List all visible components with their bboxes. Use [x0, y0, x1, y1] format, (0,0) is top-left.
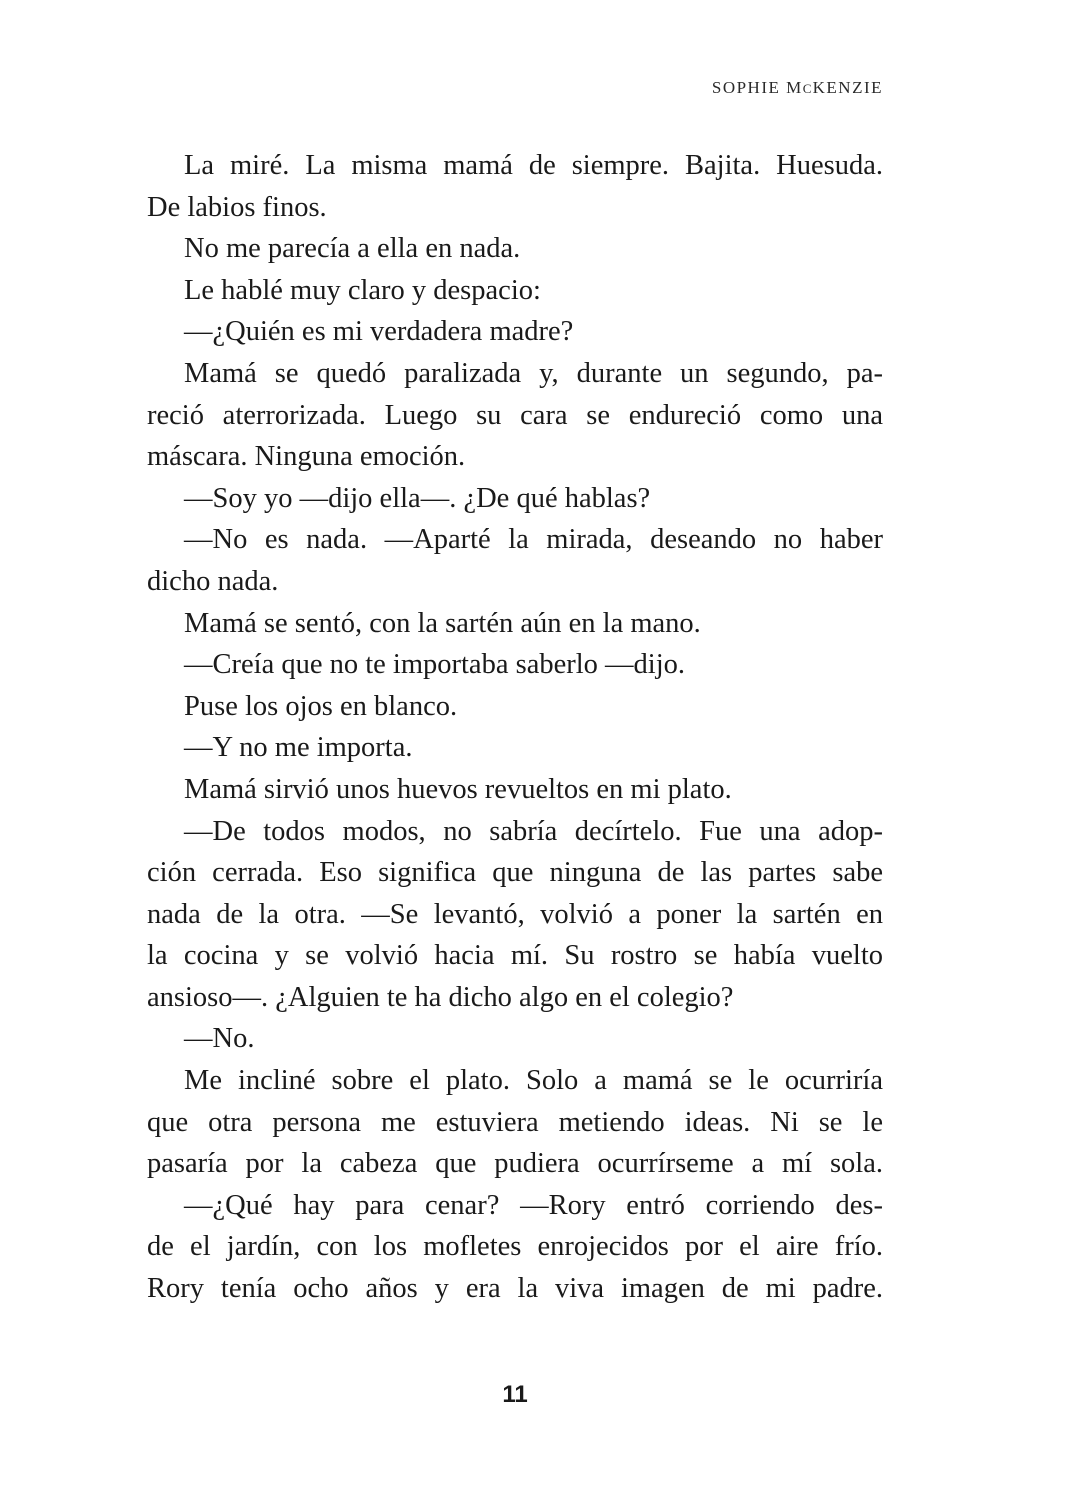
text-line: —¿Quién es mi verdadera madre? [184, 316, 574, 348]
text-line: que otra persona me estuviera metiendo ideas. Ni se le [147, 1106, 883, 1138]
text-line: —No es nada. —Aparté la mirada, deseando no haber [184, 524, 883, 556]
text-line: la cocina y se volvió hacia mí. Su rostro se había vuelto [147, 940, 883, 972]
text-line: nada de la otra. —Se levantó, volvió a poner la sartén en [147, 898, 883, 930]
text-line: Mamá se sentó, con la sartén aún en la mano. [184, 607, 701, 639]
text-line: pasaría por la cabeza que pudiera ocurrírseme a mí sola. [147, 1148, 883, 1180]
running-head-author-smallcap: C [802, 81, 813, 96]
body-text [147, 145, 883, 1310]
text-line: Le hablé muy claro y despacio: [184, 274, 541, 306]
text-line: ción cerrada. Eso significa que ninguna de las partes sabe [147, 857, 883, 889]
page-number: 11 [502, 1381, 528, 1408]
text-line: —Y no me importa. [184, 732, 413, 764]
running-head-author: SOPHIE M [711, 78, 803, 97]
text-line: —Creía que no te importaba saberlo —dijo. [184, 649, 685, 681]
running-head-author-end: KENZIE [812, 78, 883, 97]
text-line: La miré. La misma mamá de siempre. Bajita. Huesuda. [184, 150, 883, 181]
text-line: reció aterrorizada. Luego su cara se endureció como una [147, 399, 883, 431]
text-line: —Soy yo —dijo ella—. ¿De qué hablas? [184, 482, 651, 514]
text-line: Mamá se quedó paralizada y, durante un segundo, pa- [184, 357, 883, 389]
text-line: Me incliné sobre el plato. Solo a mamá se le ocurriría [184, 1065, 883, 1097]
text-line: dicho nada. [147, 565, 279, 597]
running-head [712, 78, 883, 98]
text-line: —No. [184, 1023, 255, 1055]
text-line: No me parecía a ella en nada. [184, 233, 521, 265]
text-line: —¿Qué hay para cenar? —Rory entró corriendo des- [184, 1189, 883, 1221]
text-line: ansioso—. ¿Alguien te ha dicho algo en el colegio? [147, 981, 734, 1013]
text-line: —De todos modos, no sabría decírtelo. Fue una adop- [184, 815, 883, 847]
text-line: de el jardín, con los mofletes enrojecidos por el aire frío. [147, 1231, 883, 1263]
text-line: De labios finos. [147, 191, 327, 223]
text-line: Rory tenía ocho años y era la viva imagen de mi padre. [147, 1273, 883, 1305]
text-line: máscara. Ninguna emoción. [147, 441, 466, 473]
text-line: Mamá sirvió unos huevos revueltos en mi plato. [184, 773, 732, 805]
text-line: Puse los ojos en blanco. [184, 690, 458, 722]
